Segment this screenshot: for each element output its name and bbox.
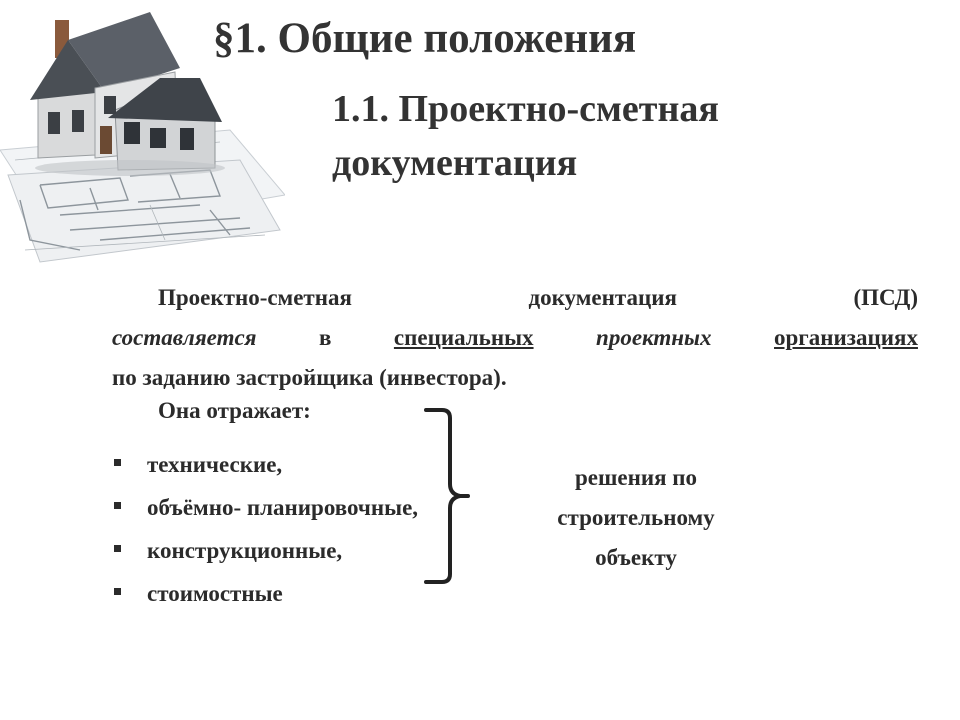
paragraph-word-organizations: организациях	[774, 325, 918, 350]
paragraph-line-2	[112, 318, 918, 358]
house	[30, 12, 225, 176]
decision-caption	[518, 458, 754, 578]
list-item	[112, 486, 418, 529]
bullet-icon	[114, 459, 121, 466]
list-item	[112, 443, 418, 486]
list-item-label: стоимостные	[147, 581, 283, 606]
decision-line-3: объекту	[595, 545, 677, 570]
paragraph-word-design: проектных	[596, 325, 712, 350]
list-item-label: конструкционные,	[147, 538, 343, 563]
definition-paragraph	[112, 278, 918, 398]
solution-types-list	[112, 443, 418, 615]
list-item-label: объёмно- планировочные,	[147, 495, 419, 520]
decision-line-2: строительному	[557, 505, 715, 530]
subtitle-line-2: документация	[332, 142, 578, 184]
bullet-icon	[114, 502, 121, 509]
list-item	[112, 529, 418, 572]
paragraph-line-3: по заданию застройщика (инвестора).	[112, 365, 507, 390]
paragraph-word-composed: составляется	[112, 325, 257, 350]
list-item-label: технические,	[147, 452, 283, 477]
bullet-icon	[114, 545, 121, 552]
list-item	[112, 572, 418, 615]
paragraph-word-1: Проектно-сметная	[158, 285, 352, 310]
page-title: §1. Общие положения	[213, 15, 637, 62]
paragraph-word-2: документация	[528, 285, 677, 310]
decision-line-1: решения по	[574, 465, 698, 490]
bullet-icon	[114, 588, 121, 595]
paragraph-word-in: в	[319, 325, 332, 350]
paragraph-line-1	[112, 278, 918, 318]
curly-brace-icon	[420, 408, 470, 584]
paragraph-word-3: (ПСД)	[853, 285, 918, 310]
section-subtitle	[332, 82, 719, 190]
reflects-label: Она отражает:	[158, 398, 311, 423]
paragraph-word-special: специальных	[393, 325, 534, 350]
subtitle-line-1: 1.1. Проектно-сметная	[332, 88, 719, 130]
